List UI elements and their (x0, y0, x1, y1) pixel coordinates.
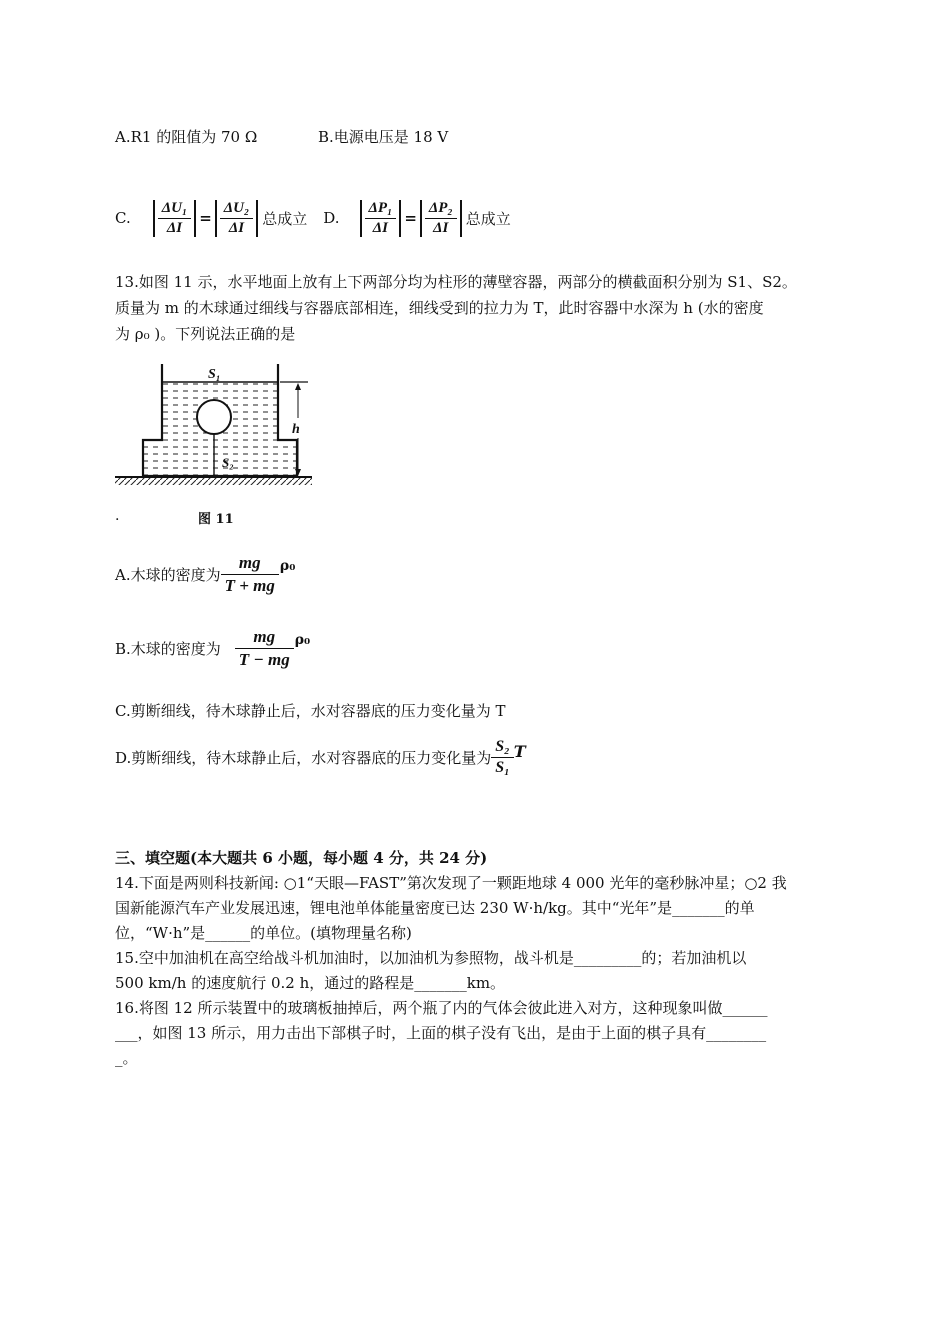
q12-option-d-label: D. (323, 209, 340, 227)
q13-option-a (115, 548, 295, 600)
q12-option-b: B.电源电压是 18 V (318, 128, 449, 146)
figure-dot: . (115, 508, 120, 524)
lower-water (143, 440, 297, 476)
fraction-numerator: ΔU₁ (158, 200, 191, 219)
q13-option-a-text: A.木球的密度为 (115, 565, 221, 584)
q13-option-d-fraction (491, 738, 513, 777)
q13-option-b-text: B.木球的密度为 (115, 639, 221, 658)
q14-line-1: 14.下面是两则科技新闻: ○1“天眼—FAST”第次发现了一颗距地球 4 000 光年的毫秒脉冲星；○2 我 (115, 874, 787, 892)
rho-symbol: ρ₀ (294, 632, 311, 648)
q12-option-d-suffix: 总成立 (465, 209, 511, 228)
q13-option-a-fraction (221, 553, 279, 596)
q12-option-a: A.R1 的阻值为 70 Ω (115, 128, 258, 146)
equals-sign: = (404, 209, 417, 227)
fraction-denominator: ΔI (228, 219, 245, 236)
q13-stem-line-1: 13.如图 11 示，水平地面上放有上下两部分均为柱形的薄壁容器，两部分的横截面积分别为 S1、S2。 (115, 273, 797, 291)
q12-option-c-abs1 (153, 200, 196, 237)
fraction-denominator: T + mg (224, 575, 275, 595)
fraction-denominator: T − mg (238, 649, 290, 669)
q13-stem-line-3: 为 ρ₀ )。下列说法正确的是 (115, 325, 296, 343)
q13-option-b (115, 620, 310, 676)
q12-option-c-label: C. (115, 209, 131, 227)
q13-option-b-fraction (235, 627, 294, 670)
equals-sign: = (199, 209, 212, 227)
q13-option-d (115, 728, 526, 786)
fraction-numerator: ΔU₂ (220, 200, 253, 219)
q12-option-c-suffix: 总成立 (262, 209, 308, 228)
ground-hatch (115, 478, 312, 485)
rho-symbol: ρ₀ (279, 558, 296, 574)
q13-option-c: C.剪断细线，待木球静止后，水对容器底的压力变化量为 T (115, 702, 506, 720)
tension-symbol: T (513, 741, 526, 761)
fraction-numerator: mg (235, 627, 294, 649)
q15-line-2: 500 km/h 的速度航行 0.2 h，通过的路程是_______km。 (115, 974, 506, 992)
label-s2: S₂ (222, 455, 234, 470)
q16-line-1: 16.将图 12 所示装置中的玻璃板抽掉后，两个瓶了内的气体会彼此进入对方，这种现象叫做______ (115, 999, 768, 1017)
q14-line-3: 位，“W·h”是______的单位。(填物理量名称) (115, 924, 412, 942)
q13-option-d-text: D.剪断细线，待木球静止后，水对容器底的压力变化量为 (115, 748, 492, 767)
figure-11-container-diagram (112, 360, 322, 500)
fraction-denominator: ΔI (433, 219, 449, 236)
q12-option-c-abs2 (215, 200, 258, 237)
fraction-numerator: mg (221, 553, 279, 575)
label-h: h (292, 422, 300, 437)
q16-line-2: ___，如图 13 所示，用力击出下部棋子时，上面的棋子没有飞出，是由于上面的棋子具有________ (115, 1024, 767, 1042)
q12-option-d-abs1 (360, 200, 402, 237)
fraction-denominator: ΔI (166, 219, 183, 236)
wooden-ball (197, 400, 231, 434)
h-arrowhead-up (295, 383, 301, 390)
fraction-denominator: ΔI (372, 219, 389, 236)
fraction-denominator: S₁ (495, 758, 510, 776)
q12-option-d-abs2 (420, 200, 462, 237)
fraction-numerator: ΔP₁ (365, 200, 397, 219)
figure-11-caption: 图 11 (198, 512, 234, 527)
q15-line-1: 15.空中加油机在高空给战斗机加油时，以加油机为参照物，战斗机是_________的；若加油机以 (115, 949, 747, 967)
q14-line-2: 国新能源汽车产业发展迅速，锂电池单体能量密度已达 230 W·h/kg。其中“光年”是_______的单 (115, 899, 755, 917)
fraction-numerator: ΔP₂ (425, 200, 457, 219)
q16-line-3: _。 (115, 1049, 138, 1067)
fraction-numerator: S₂ (491, 738, 513, 758)
q13-stem-line-2: 质量为 m 的木球通过细线与容器底部相连，细线受到的拉力为 T，此时容器中水深为 h (水的密度 (115, 299, 764, 317)
label-s1: S₁ (208, 367, 221, 382)
section-3-heading: 三、填空题(本大题共 6 小题，每小题 4 分，共 24 分) (115, 849, 488, 867)
q12-option-c (115, 188, 511, 248)
